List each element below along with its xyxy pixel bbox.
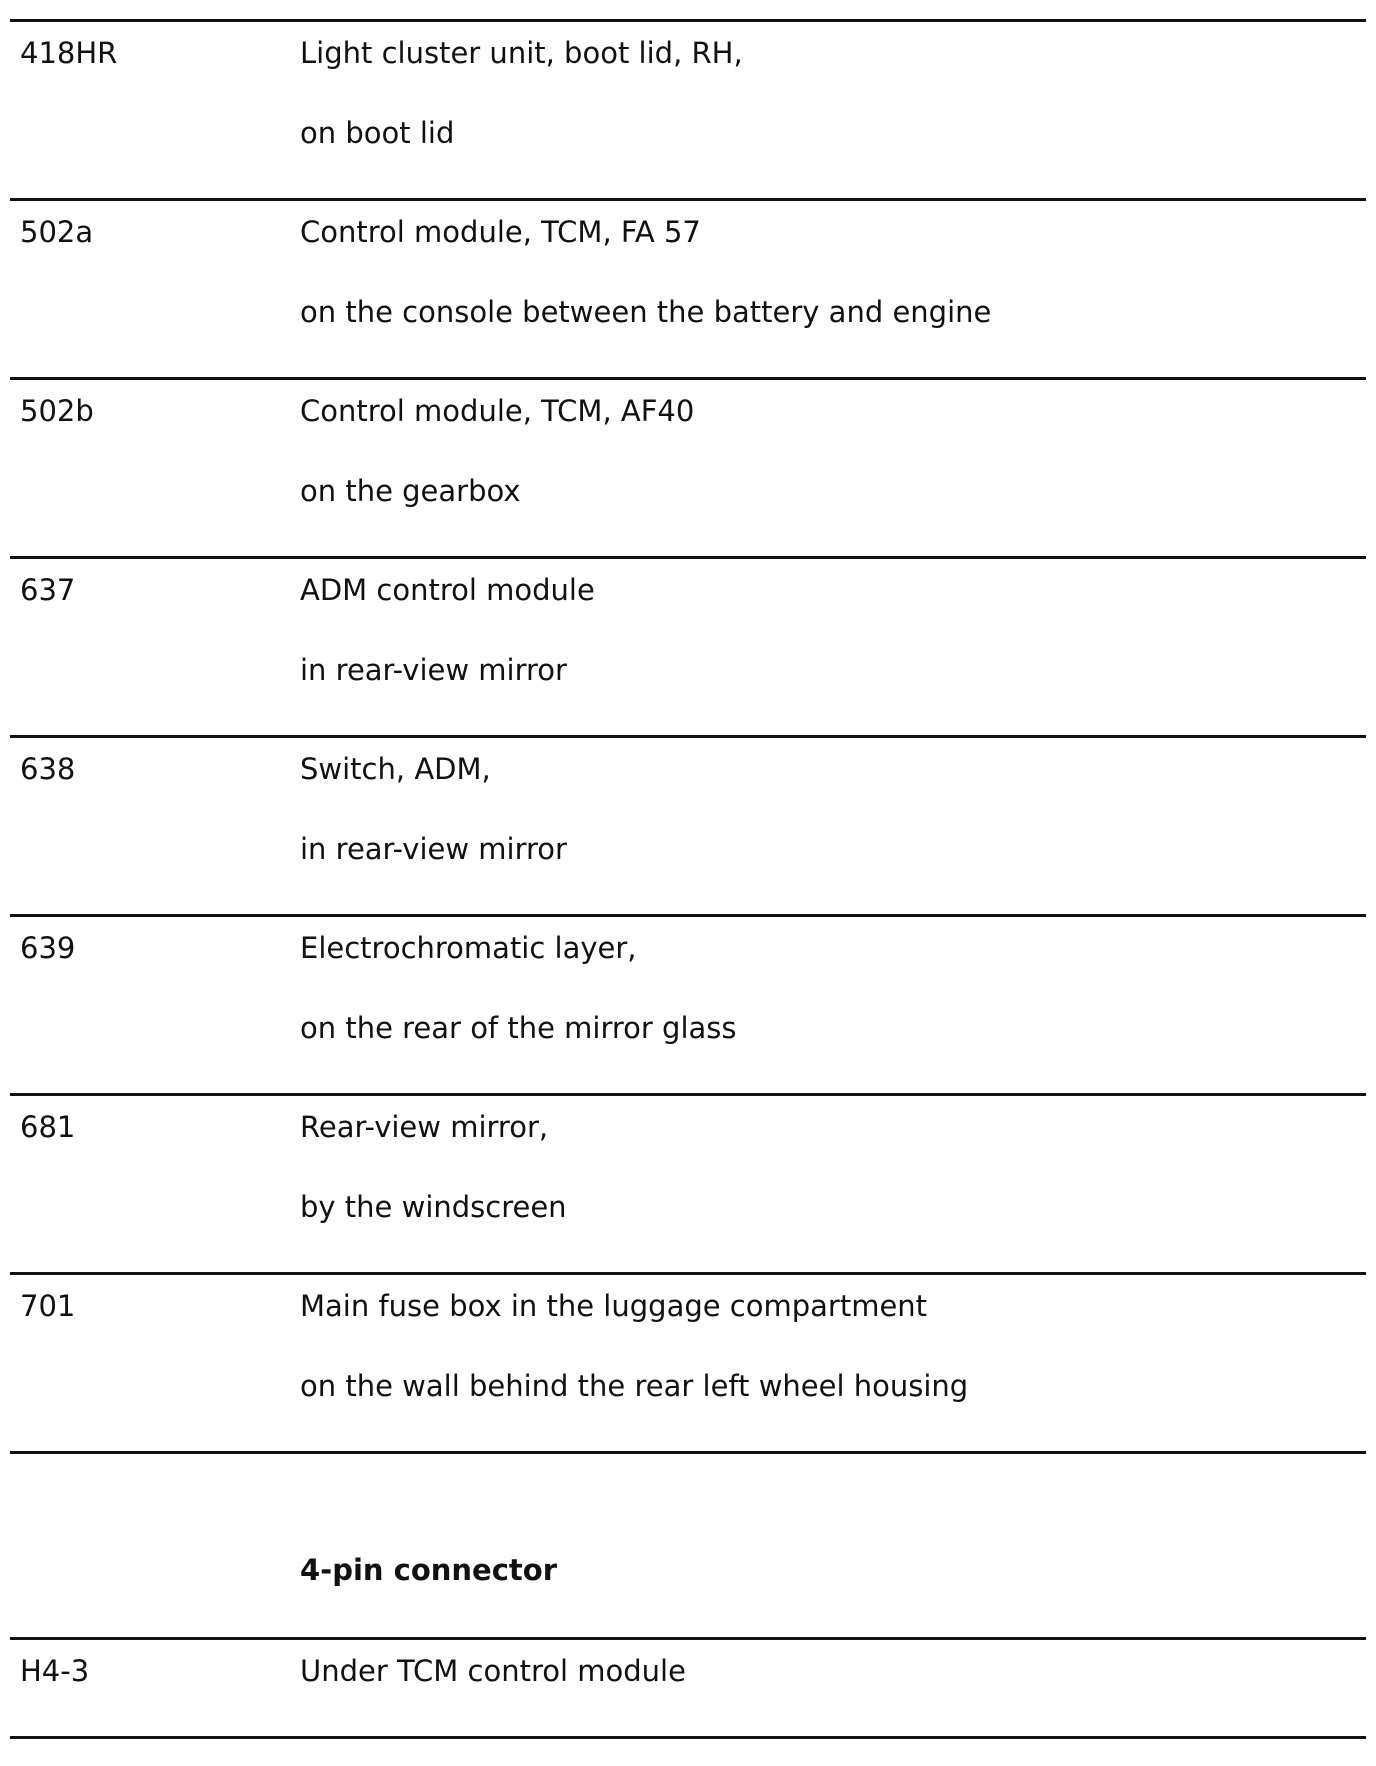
component-location: on the rear of the mirror glass	[300, 1011, 737, 1045]
component-description	[300, 35, 743, 151]
table-row	[10, 556, 1366, 735]
component-code: 502b	[20, 394, 94, 428]
component-location: by the windscreen	[300, 1190, 567, 1224]
connector-location: Under TCM control module	[300, 1654, 686, 1688]
component-code: 502a	[20, 215, 94, 249]
component-code: 418HR	[20, 36, 118, 70]
component-description	[300, 393, 694, 509]
component-name: Switch, ADM,	[300, 752, 491, 786]
component-description	[300, 1109, 567, 1225]
connector-code: H4-3	[20, 1654, 90, 1688]
component-description	[300, 930, 737, 1046]
section-title: 4-pin connector	[300, 1553, 558, 1587]
table-row	[10, 1637, 1366, 1739]
component-code: 681	[20, 1110, 76, 1144]
component-description	[300, 214, 991, 330]
table-row	[10, 19, 1366, 198]
component-location: on the wall behind the rear left wheel housing	[300, 1369, 969, 1403]
component-name: Rear-view mirror,	[300, 1110, 549, 1144]
component-location: in rear-view mirror	[300, 832, 567, 866]
component-description	[300, 751, 567, 867]
component-description	[300, 572, 595, 688]
component-description	[300, 1288, 968, 1404]
table-row	[10, 914, 1366, 1093]
component-code: 637	[20, 573, 76, 607]
connector-description	[300, 1653, 686, 1689]
component-table	[10, 19, 1366, 1739]
component-name: Control module, TCM, AF40	[300, 394, 695, 428]
table-row	[10, 377, 1366, 556]
component-code: 701	[20, 1289, 76, 1323]
component-name: ADM control module	[300, 573, 595, 607]
component-location: on the gearbox	[300, 474, 521, 508]
component-name: Main fuse box in the luggage compartment	[300, 1289, 928, 1323]
component-location: on boot lid	[300, 116, 455, 150]
component-code: 638	[20, 752, 76, 786]
component-code: 639	[20, 931, 76, 965]
table-row	[10, 1093, 1366, 1272]
component-name: Light cluster unit, boot lid, RH,	[300, 36, 743, 70]
component-location: in rear-view mirror	[300, 653, 567, 687]
component-name: Control module, TCM, FA 57	[300, 215, 701, 249]
table-row	[10, 735, 1366, 914]
table-row	[10, 1272, 1366, 1451]
component-location: on the console between the battery and engine	[300, 295, 992, 329]
section-header	[10, 1451, 1366, 1637]
table-row	[10, 198, 1366, 377]
component-name: Electrochromatic layer,	[300, 931, 637, 965]
